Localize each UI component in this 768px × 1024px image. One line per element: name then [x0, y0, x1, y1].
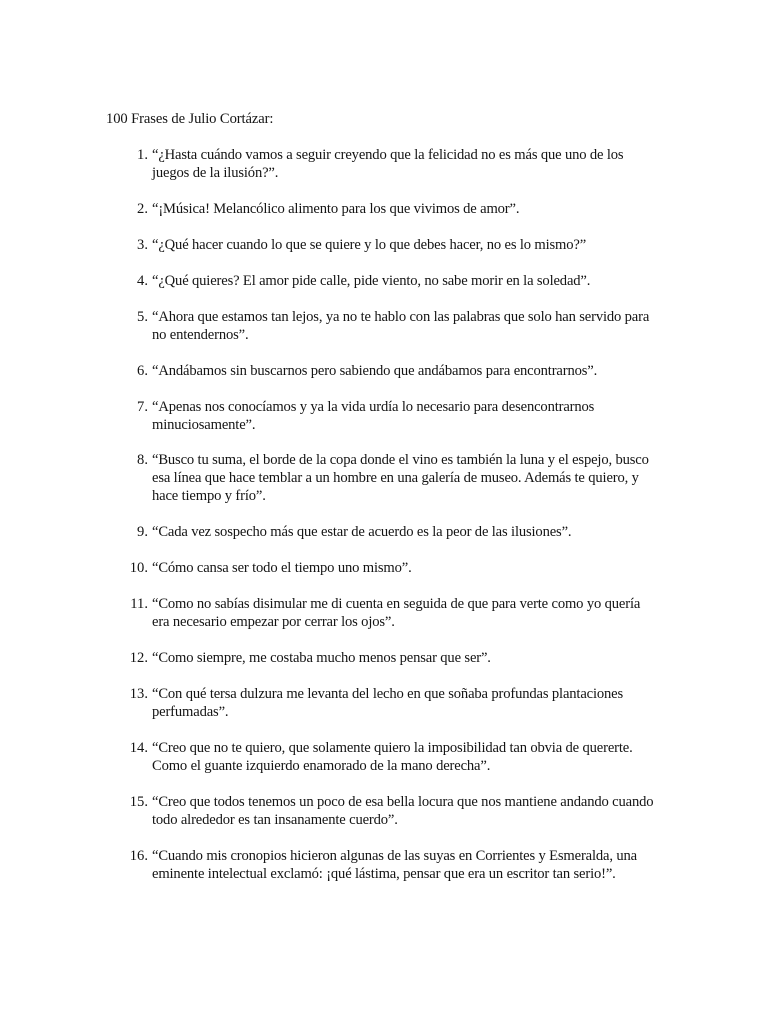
- quote-text: “Ahora que estamos tan lejos, ya no te hablo con las palabras que solo han servido para no entendernos”.: [152, 309, 650, 343]
- quote-number: 9.: [137, 524, 148, 540]
- quote-text: “Como no sabías disimular me di cuenta en seguida de que para verte como yo quería era necesario empezar por cerrar los ojos”.: [152, 596, 641, 630]
- quote-number: 4.: [137, 273, 148, 289]
- quote-number: 8.: [137, 452, 148, 468]
- quote-text: “¡Música! Melancólico alimento para los que vivimos de amor”.: [152, 201, 520, 217]
- quote-text: “Como siempre, me costaba mucho menos pensar que ser”.: [152, 650, 491, 666]
- document-title: 100 Frases de Julio Cortázar:: [106, 111, 274, 127]
- quote-number: 7.: [137, 399, 148, 415]
- quote-number: 11.: [130, 596, 148, 612]
- quote-number: 6.: [137, 363, 148, 379]
- quote-number: 5.: [137, 309, 148, 325]
- quote-number: 1.: [137, 147, 148, 163]
- quote-text: “Creo que no te quiero, que solamente quiero la imposibilidad tan obvia de quererte. Como el guante izquierdo enamorado de la mano derecha”.: [152, 740, 633, 774]
- quote-number: 15.: [129, 794, 148, 810]
- quote-number: 13.: [129, 686, 148, 702]
- quote-text: “Andábamos sin buscarnos pero sabiendo que andábamos para encontrarnos”.: [152, 363, 598, 379]
- quote-number: 14.: [129, 740, 148, 756]
- quote-text: “¿Hasta cuándo vamos a seguir creyendo que la felicidad no es más que uno de los juegos de la ilusión?”.: [152, 147, 624, 181]
- quote-number: 12.: [129, 650, 148, 666]
- quote-number: 3.: [137, 237, 148, 253]
- quote-text: “Creo que todos tenemos un poco de esa bella locura que nos mantiene andando cuando todo alrededor es tan insanamente cuerdo”.: [152, 794, 654, 828]
- quote-text: “Cuando mis cronopios hicieron algunas de las suyas en Corrientes y Esmeralda, una eminente intelectual exclamó: ¡qué lástima, pensar que era un escritor tan serio!”.: [152, 848, 637, 882]
- quote-number: 10.: [129, 560, 148, 576]
- quote-text: “Cada vez sospecho más que estar de acuerdo es la peor de las ilusiones”.: [152, 524, 572, 540]
- quote-number: 16.: [129, 848, 148, 864]
- quote-text: “Busco tu suma, el borde de la copa donde el vino es también la luna y el espejo, busco esa línea que hace temblar a un hombre en una galería de museo. Además te quiero, y hace tiempo y frío”.: [152, 452, 649, 504]
- quote-number: 2.: [137, 201, 148, 217]
- quote-text: “Con qué tersa dulzura me levanta del lecho en que soñaba profundas plantaciones perfumadas”.: [152, 686, 624, 720]
- quote-text: “¿Qué hacer cuando lo que se quiere y lo que debes hacer, no es lo mismo?”: [152, 237, 587, 253]
- quote-text: “Cómo cansa ser todo el tiempo uno mismo”.: [152, 560, 412, 576]
- quote-text: “Apenas nos conocíamos y ya la vida urdía lo necesario para desencontrarnos minuciosamente”.: [152, 399, 595, 433]
- quote-text: “¿Qué quieres? El amor pide calle, pide viento, no sabe morir en la soledad”.: [152, 273, 591, 289]
